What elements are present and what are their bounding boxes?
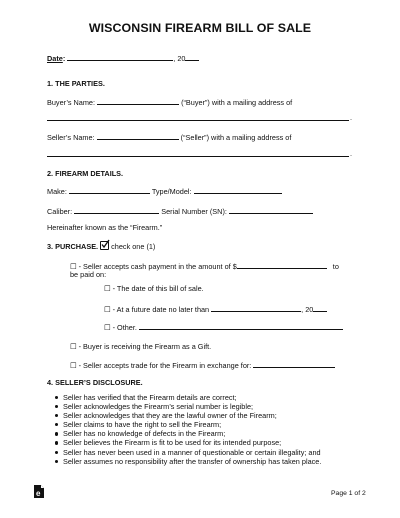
- seller-row: [47, 132, 291, 142]
- seller-address-line[interactable]: [47, 156, 349, 157]
- disclosure-list: [63, 393, 321, 466]
- section-disclosure-heading: 4. SELLER’S DISCLOSURE.: [47, 378, 143, 387]
- disclosure-item: Seller has verified that the Firearm details are correct;: [63, 393, 321, 402]
- option-cash[interactable]: [70, 261, 339, 271]
- purchase-instruction: check one (1): [111, 242, 156, 251]
- buyer-label: Buyer’s Name:: [47, 98, 95, 107]
- seller-label: Seller’s Name:: [47, 133, 95, 142]
- serial-number-field[interactable]: [229, 206, 313, 214]
- make-field[interactable]: [69, 186, 150, 194]
- disclosure-item: Seller claims to have the right to sell the Firearm;: [63, 420, 321, 429]
- disclosure-item: Seller assumes no responsibility after the transfer of ownership has taken place.: [63, 456, 322, 466]
- seller-suffix: (“Seller”) with a mailing address of: [180, 133, 292, 142]
- buyer-address-end: .: [350, 113, 353, 122]
- date-field[interactable]: [67, 53, 173, 61]
- sub-option-future-label: ☐ - At a future date no later than: [104, 305, 210, 314]
- svg-text:e: e: [36, 489, 41, 498]
- make-row: [47, 186, 282, 196]
- type-model-field[interactable]: [194, 186, 282, 194]
- section-firearm-heading: 2. FIREARM DETAILS.: [47, 169, 124, 178]
- type-label: Type/Model:: [151, 187, 192, 196]
- date-year-field[interactable]: [185, 53, 199, 61]
- other-field[interactable]: [139, 322, 343, 330]
- future-year-prefix: , 20: [301, 305, 314, 314]
- sub-option-date[interactable]: ☐ - The date of this bill of sale.: [104, 284, 204, 293]
- option-trade[interactable]: [70, 360, 335, 370]
- sub-option-other-label: ☐ - Other.: [104, 323, 137, 332]
- buyer-address-line[interactable]: [47, 120, 349, 121]
- option-cash-continued: be paid on:: [70, 270, 107, 279]
- hereinafter-text: Hereinafter known as the “Firearm.”: [47, 223, 163, 232]
- caliber-label: Caliber:: [47, 207, 73, 216]
- option-cash-label: ☐ - Seller accepts cash payment in the amount of $: [70, 262, 237, 271]
- seller-name-field[interactable]: [97, 132, 179, 140]
- option-trade-label: ☐ - Seller accepts trade for the Firearm in exchange for:: [70, 361, 252, 370]
- caliber-field[interactable]: [74, 206, 159, 214]
- buyer-suffix: (“Buyer”) with a mailing address of: [181, 98, 293, 107]
- date-year-prefix: , 20: [173, 54, 186, 63]
- date-label: Date: [47, 54, 63, 63]
- disclosure-item: Seller has no knowledge of defects in the Firearm;: [63, 429, 321, 438]
- disclosure-item: Seller has never been used in a manner of questionable or certain illegality; and: [63, 447, 321, 457]
- cash-amount-field[interactable]: [237, 261, 327, 269]
- make-label: Make:: [47, 187, 67, 196]
- document-title: WISCONSIN FIREARM BILL OF SALE: [88, 21, 312, 35]
- disclosure-item: Seller acknowledges that they are the lawful owner of the Firearm;: [63, 411, 321, 420]
- option-cash-to: to: [332, 262, 339, 271]
- page-number: Page 1 of 2: [331, 490, 366, 497]
- caliber-row: [47, 206, 313, 216]
- disclosure-item: Seller believes the Firearm is fit to be used for its intended purpose;: [63, 438, 321, 447]
- sub-option-other[interactable]: [104, 322, 343, 332]
- buyer-row: [47, 97, 292, 107]
- purchase-heading-row: [47, 241, 155, 251]
- date-row: Date: , 20: [47, 53, 199, 63]
- future-year-field[interactable]: [313, 304, 327, 312]
- checked-box-icon: [100, 241, 109, 250]
- section-purchase-heading: 3. PURCHASE.: [47, 242, 99, 251]
- disclosure-item: Seller acknowledges the Firearm’s serial number is legible;: [63, 402, 321, 411]
- sub-option-future[interactable]: [104, 304, 327, 314]
- future-date-field[interactable]: [211, 304, 301, 312]
- serial-label: Serial Number (SN):: [161, 207, 227, 216]
- trade-field[interactable]: [253, 360, 335, 368]
- eforms-logo-icon: [33, 484, 45, 499]
- seller-address-end: .: [350, 149, 353, 158]
- buyer-name-field[interactable]: [97, 97, 179, 105]
- section-parties-heading: 1. THE PARTIES.: [47, 79, 105, 88]
- option-gift[interactable]: ☐ - Buyer is receiving the Firearm as a Gift.: [70, 342, 212, 351]
